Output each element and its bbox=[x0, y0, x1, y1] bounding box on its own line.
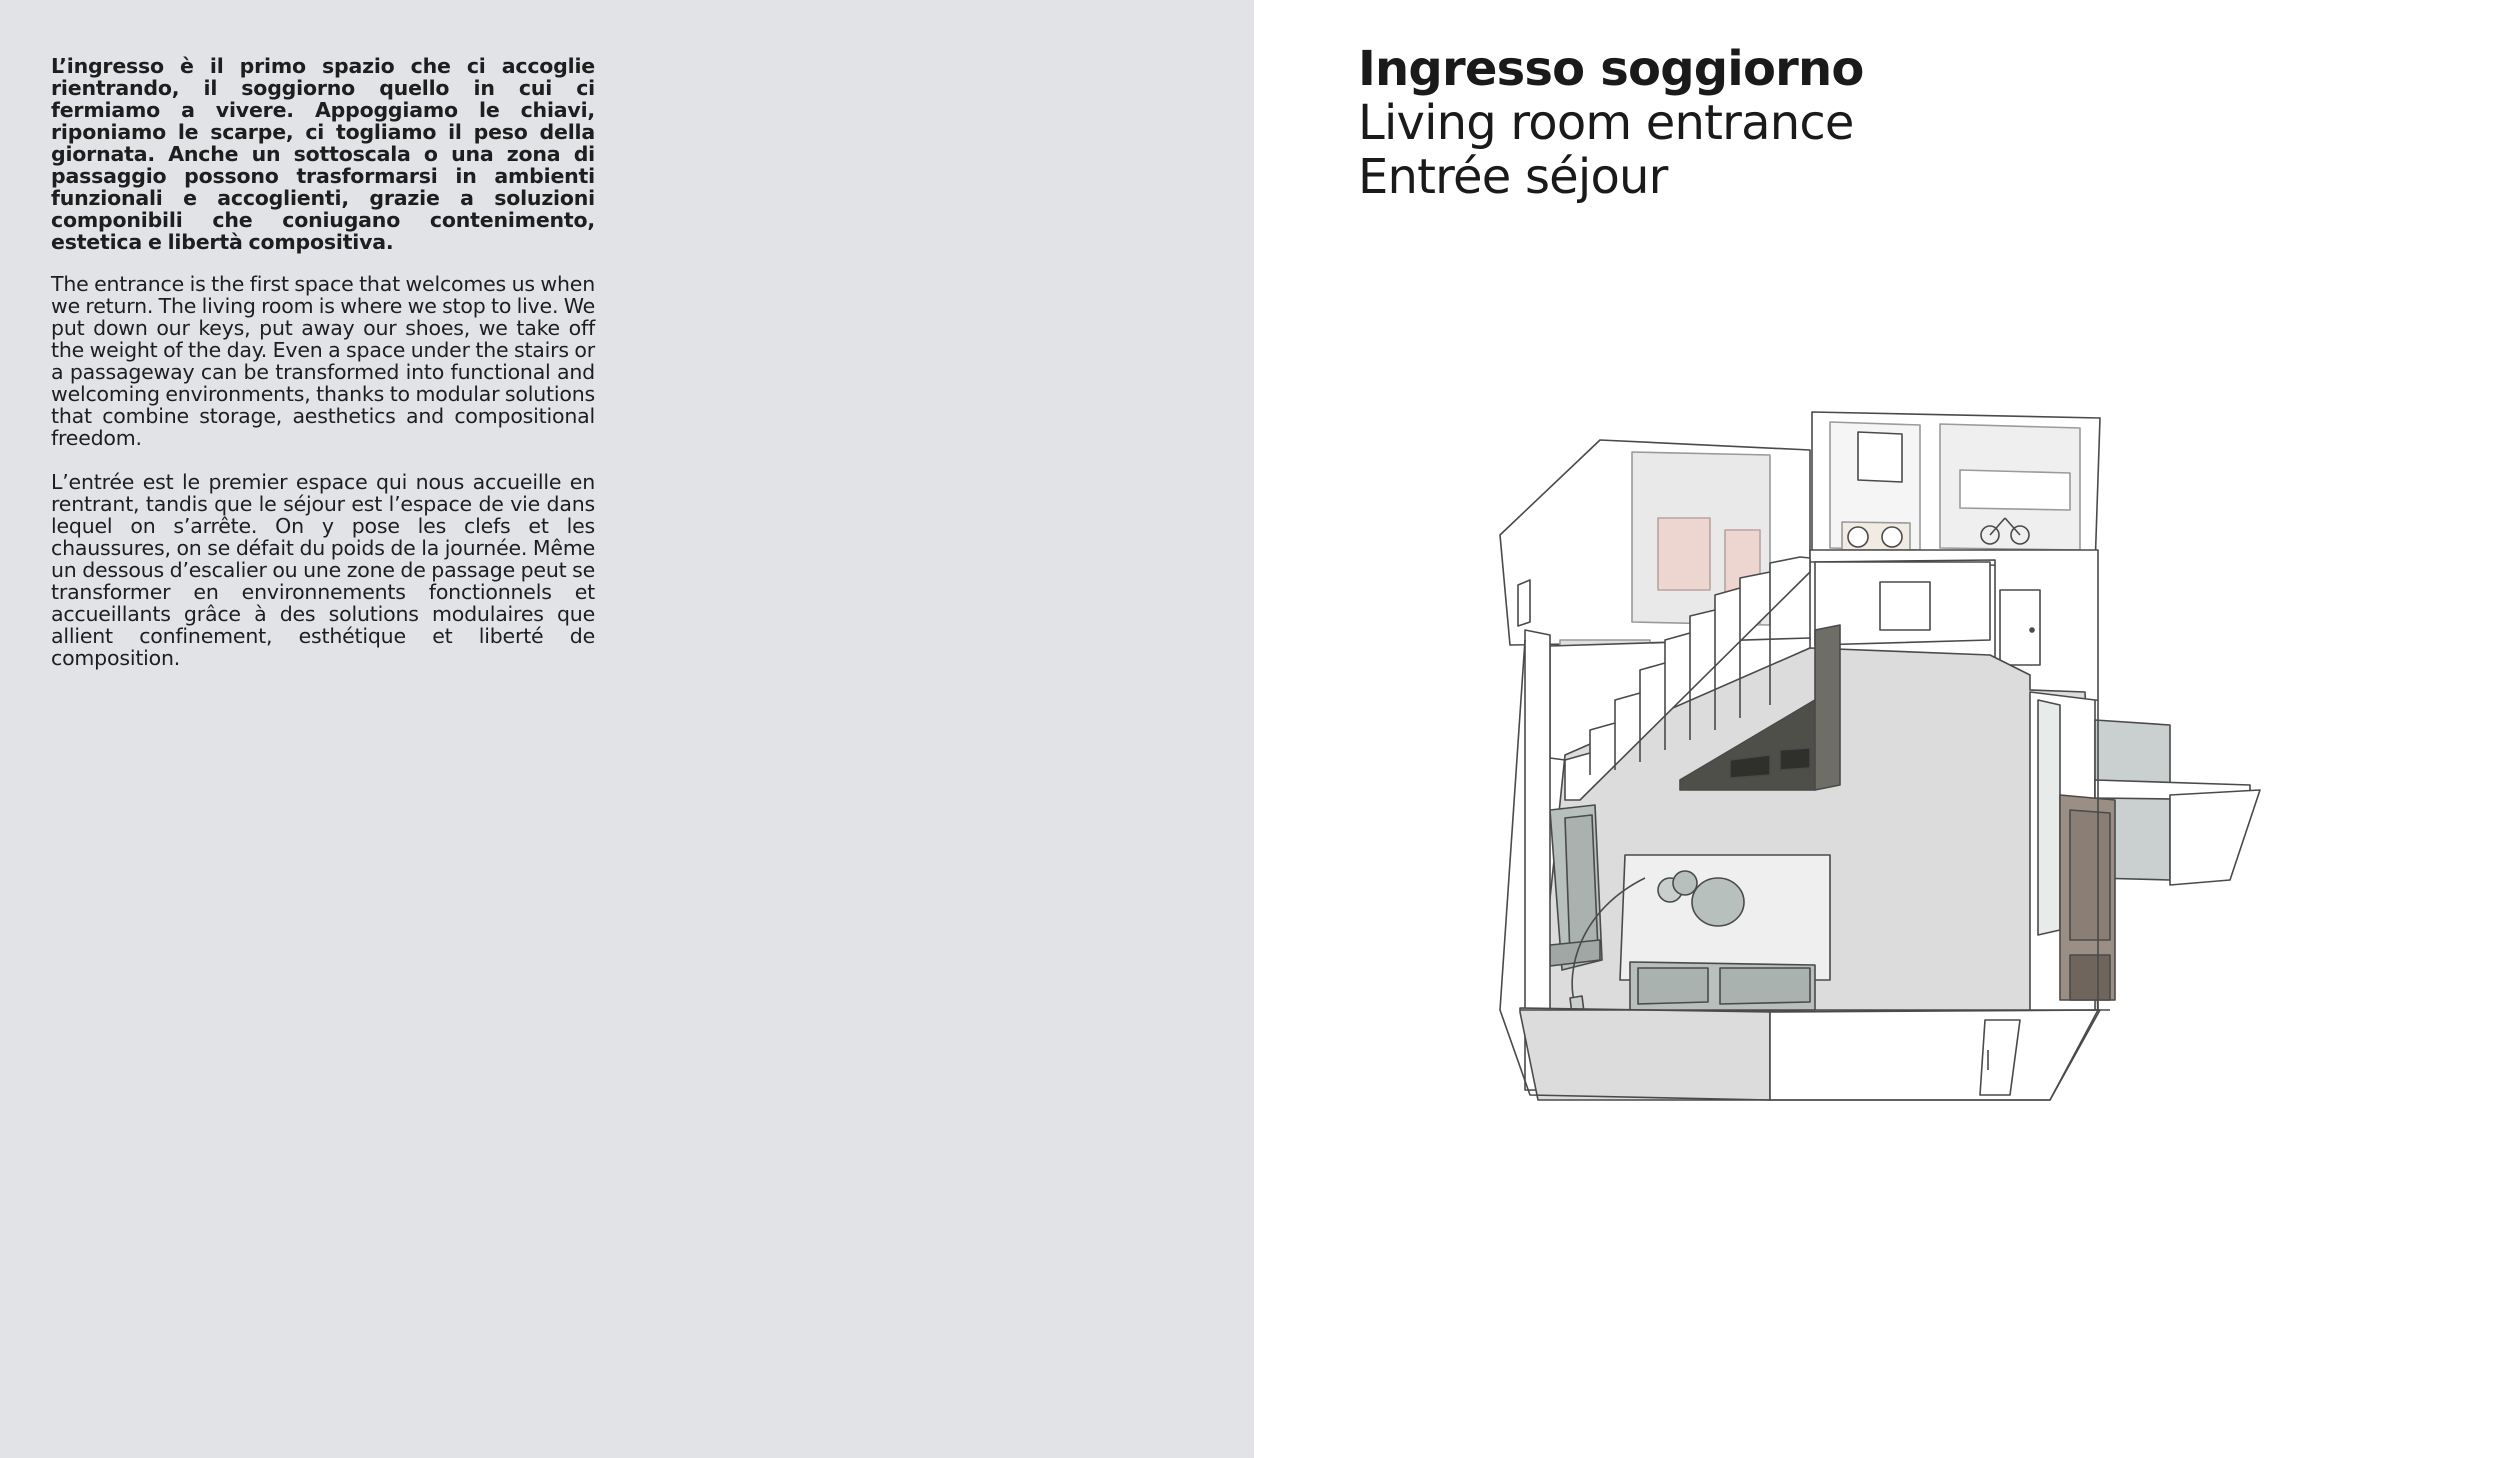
description-english: The entrance is the first space that welcomes us when we return. The living room is where we stop to live. We put down our keys, put away our shoes, we take off the weight of the day. Even a space under the stairs or a passageway can be transformed into functional and welcoming environments, thanks to modular solutions that combine storage, aesthetics and compositional freedom. bbox=[51, 272, 595, 450]
floor-plan-illustration bbox=[1470, 400, 2290, 1120]
description-column bbox=[51, 55, 595, 669]
sofa-left bbox=[1550, 805, 1602, 970]
title-italian: Ingresso soggiorno bbox=[1358, 41, 1864, 97]
page-title bbox=[1358, 42, 1864, 204]
title-english: Living room entrance bbox=[1358, 95, 1854, 151]
right-wall bbox=[2030, 692, 2260, 1020]
title-french: Entrée séjour bbox=[1358, 149, 1668, 205]
description-italian: L’ingresso è il primo spazio che ci accoglie rientrando, il soggiorno quello in cui ci fermiamo a vivere. Appoggiamo le chiavi, riponiamo le scarpe, ci togliamo il peso della giornata. Anche un sottoscala o una zona di passaggio possono trasformarsi in ambienti funzionali e accoglienti, grazie a soluzioni componibili che coniugano contenimento, estetica e libertà compositiva. bbox=[51, 54, 595, 254]
description-french: L’entrée est le premier espace qui nous accueille en rentrant, tandis que le séjour est l’espace de vie dans lequel on s’arrête. On y pose les clefs et les chaussures, on se défait du poids de la journée. Même un dessous d’escalier ou une zone de passage peut se transformer en environnements fonctionnels et accueillants grâce à des solutions modulaires que allient confinement, esthétique et liberté de composition. bbox=[51, 470, 595, 670]
